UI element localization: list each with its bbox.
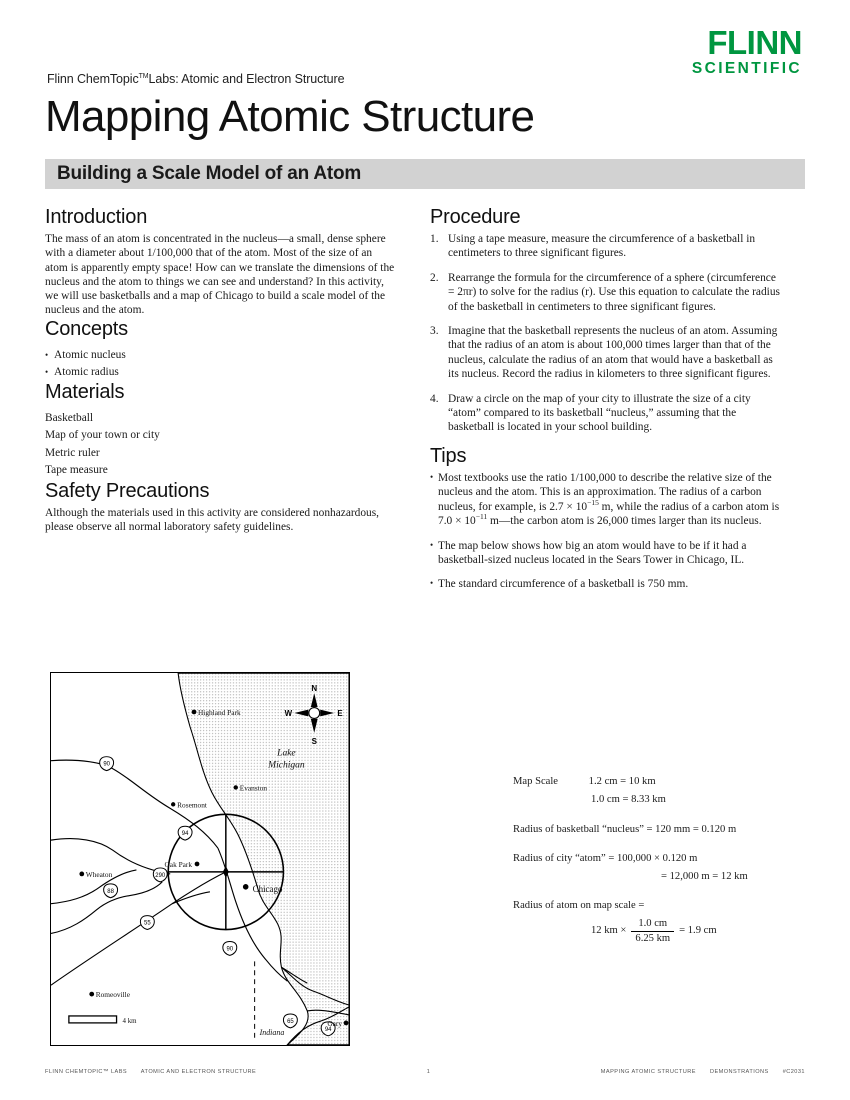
introduction-heading: Introduction [45, 206, 148, 228]
city-dot [89, 992, 94, 997]
footer-page-number: 1 [426, 1069, 431, 1075]
tip-item [430, 471, 782, 529]
city-dot [192, 710, 197, 715]
footer-series: FLINN CHEMTOPIC™ LABS [45, 1069, 128, 1075]
procedure-step: Using a tape measure, measure the circumference of a basketball in centimeters to three significant figures. [448, 233, 756, 260]
tip-text-a: Most textbooks use the ratio 1/100,000 to describe the relative size of the nucleus and the atom. This is an approximation. The radius of a carbon nucleus, for example, is 2.7 × 10 [438, 471, 772, 513]
footer-left [45, 1069, 268, 1075]
mapscale-result: = 1.9 cm [679, 925, 717, 937]
city-dot [344, 1021, 349, 1026]
trademark-symbol: TM [138, 73, 149, 80]
concepts-list [45, 347, 397, 381]
lake-michigan-water [178, 673, 349, 1045]
city-label: Gary [327, 1018, 343, 1028]
compass-s-label: S [311, 736, 317, 746]
left-column [45, 206, 397, 534]
city-label: Chicago [252, 883, 283, 894]
tip-item: • The map below shows how big an atom would have to be if it had a basketball-sized nucleus located in the Sears Tower in Chicago, IL. [430, 539, 782, 568]
tips-heading: Tips [430, 444, 467, 467]
introduction-body: The mass of an atom is concentrated in the nucleus—a small, dense sphere with a diameter about 1/100,000 that of the atom. Most of the size of an atom is apparently empty space! How can we translate the dimensions of the nucleus and the atom to things we can see and understand? In this activity, we will use basketballs and a map of Chicago to build a scale model of the nucleus and the atom. [45, 233, 395, 317]
mapscale-multiplier: 12 km × [591, 925, 627, 937]
svg-text:88: 88 [107, 888, 114, 895]
lake-label-line1: Lake [277, 748, 296, 759]
city-label: Highland Park [198, 707, 241, 717]
svg-text:290: 290 [155, 872, 166, 879]
safety-precautions-body: Although the materials used in this activity are considered nonhazardous, please observe all normal laboratory safety guidelines. [45, 506, 380, 534]
city-label: Evanston [239, 783, 268, 793]
footer-activity-title: MAPPING ATOMIC STRUCTURE [600, 1069, 696, 1075]
compass-hub [309, 708, 320, 719]
materials-list [45, 410, 397, 480]
subtitle-band [45, 159, 805, 189]
atom-radius-row-1: Radius of city “atom” = 100,000 × 0.120 m [513, 852, 698, 864]
footer-category: DEMONSTRATIONS [709, 1069, 769, 1075]
highway-line [172, 892, 210, 904]
highway-line [51, 869, 226, 985]
state-label-indiana: Indiana [259, 1027, 285, 1037]
svg-text:94: 94 [181, 831, 189, 838]
scale-bar-rect [69, 1016, 117, 1023]
map-scale-atom-row-1: Radius of atom on map scale = [513, 900, 645, 912]
list-item: Basketball [45, 411, 94, 424]
map-scale-atom-row-2 [513, 918, 813, 945]
compass-e-label: E [337, 708, 343, 718]
highway-line [51, 839, 170, 874]
city-dot [171, 802, 175, 806]
city-label: Wheaton [85, 869, 113, 879]
nucleus-radius-row: Radius of basketball “nucleus” = 120 mm = 0.120 m [513, 823, 737, 835]
svg-text:94: 94 [324, 1026, 332, 1033]
page-footer [45, 1069, 805, 1075]
procedure-list [430, 232, 782, 435]
fraction-denominator: 6.25 km [631, 931, 674, 945]
tip-text-c: m—the carbon atom is 26,000 times larger than its nucleus. [487, 515, 762, 528]
city-label: Rosemont [177, 800, 207, 810]
map-svg [51, 673, 349, 1045]
compass-n-label: N [311, 684, 318, 694]
tips-list [430, 471, 782, 592]
city-label: Oak Park [164, 859, 193, 869]
map-scale-value-2: 1.0 cm = 8.33 km [591, 794, 666, 806]
city-dot [195, 862, 200, 867]
map-scale-bar [69, 1016, 137, 1025]
fraction-numerator: 1.0 cm [638, 917, 668, 929]
exponent: −15 [587, 497, 599, 507]
list-item: Map of your town or city [45, 429, 160, 442]
svg-text:55: 55 [144, 920, 151, 927]
list-item: • Atomic nucleus [45, 347, 397, 364]
city-dot [79, 872, 84, 877]
tip-text-b: m, while the radius of a carbon atom is 7.0 × 10 [438, 500, 780, 528]
compass-w-label: W [284, 708, 293, 718]
chicago-map-figure [50, 672, 350, 1046]
lake-label-line2: Michigan [268, 760, 305, 771]
series-kicker [47, 72, 344, 86]
list-item: Metric ruler [45, 446, 100, 459]
page-title: Mapping Atomic Structure [45, 92, 535, 141]
list-item: • Atomic radius [45, 364, 397, 381]
atom-radius-row-2: = 12,000 m = 12 km [661, 871, 748, 883]
procedure-step: Imagine that the basketball represents the nucleus of an atom. Assuming that the radius of an atom is about 100,000 times larger than that of the nucleus, calculate the radius of an atom that would have a basketball as its nucleus. Record the radius in kilometers to three significant figures. [448, 325, 778, 381]
procedure-step: Draw a circle on the map of your city to illustrate the size of a city “atom” compared to its basketball “nucleus,” assuming that the basketball is located in your school building. [448, 392, 751, 434]
city-dot [243, 884, 249, 890]
footer-right [589, 1069, 805, 1075]
map-scale-value-2-row [513, 793, 813, 807]
logo-brand-text: FLINN [707, 24, 802, 61]
tip-item: • The standard circumference of a basketball is 750 mm. [430, 577, 782, 591]
procedure-heading: Procedure [430, 206, 521, 228]
concepts-heading: Concepts [45, 317, 128, 340]
map-scale-row [513, 775, 813, 789]
map-scale-label: Map Scale [513, 776, 559, 787]
svg-text:65: 65 [287, 1018, 294, 1025]
kicker-suffix: Labs: Atomic and Electron Structure [148, 72, 345, 86]
list-item: Tape measure [45, 464, 108, 477]
materials-heading: Materials [45, 380, 125, 403]
calculations-panel [513, 775, 813, 945]
exponent: −11 [475, 512, 488, 522]
flinn-scientific-logo [692, 26, 802, 77]
logo-subtitle-text: SCIENTIFIC [691, 60, 802, 77]
scale-bar-label: 4 km [122, 1016, 137, 1025]
unit-conversion-fraction [631, 918, 674, 945]
city-label: Romeoville [95, 990, 130, 1000]
svg-text:90: 90 [103, 761, 110, 768]
footer-topic: ATOMIC AND ELECTRON STRUCTURE [140, 1069, 257, 1075]
subtitle-band-text: Building a Scale Model of an Atom [57, 163, 362, 184]
svg-text:90: 90 [226, 946, 234, 953]
city-dot [234, 785, 238, 789]
safety-precautions-heading: Safety Precautions [45, 479, 210, 502]
right-column [430, 206, 782, 602]
kicker-prefix: Flinn ChemTopic [47, 72, 139, 86]
procedure-step: Rearrange the formula for the circumference of a sphere (circumference = 2πr) to solve for the radius (r). Use this equation to calculate the radius of the basketball in centimeters to three significant figures. [448, 271, 780, 313]
footer-catalog-number: #C2031 [782, 1069, 805, 1075]
map-scale-value-1: 1.2 cm = 10 km [588, 776, 656, 787]
